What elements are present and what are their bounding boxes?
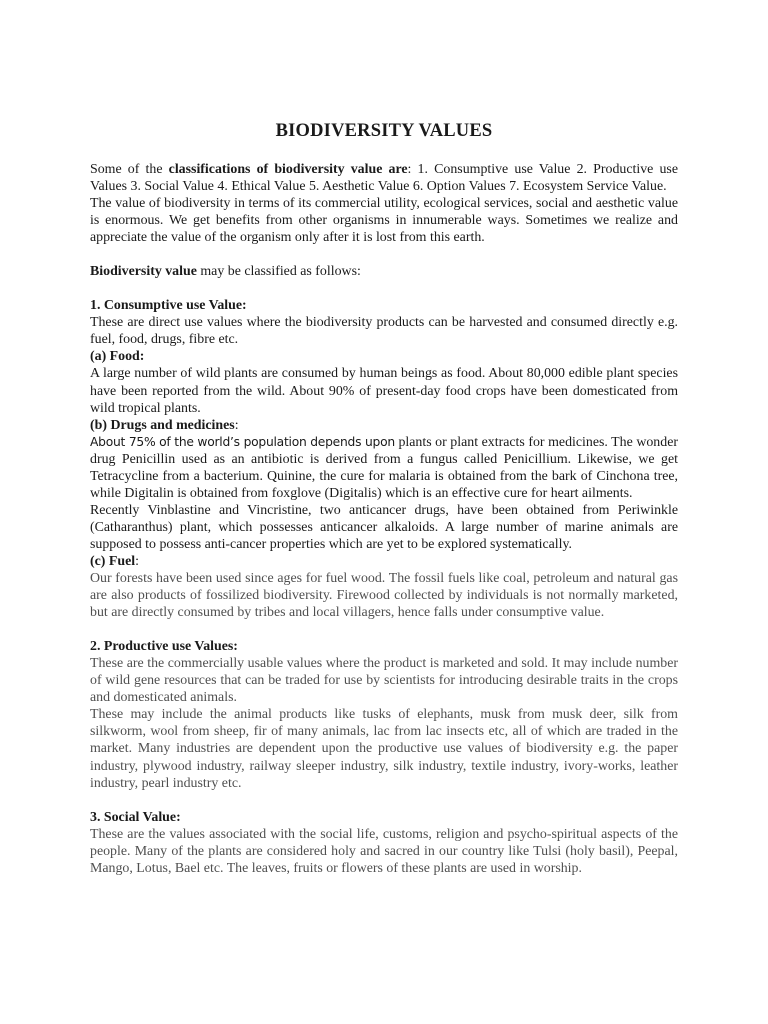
consumptive-heading	[90, 297, 678, 314]
spacer	[90, 792, 678, 809]
document-body	[90, 161, 678, 877]
intro-paragraph	[90, 161, 678, 195]
fuel-heading	[90, 553, 678, 570]
spacer	[90, 621, 678, 638]
classified-bold: Biodiversity value	[90, 264, 197, 280]
consumptive-heading-text: 1. Consumptive use Value:	[90, 298, 247, 314]
productive-text: These are the commercially usable values where the product is marketed and sold. It may include number of wild gene resources that can be traded for use by scientists for introducing desirable traits in the crops and domesticated animals.	[90, 656, 678, 706]
social-text: These are the values associated with the social life, customs, religion and psycho-spiritual aspects of the people. Many of the plants are considered holy and sacred in our country like Tulsi (holy basil), Peepal, Mango, Lotus, Bael etc. The leaves, fruits or flowers of these plants are used in worship.	[90, 826, 678, 876]
drugs-heading-suffix: :	[234, 417, 239, 433]
food-heading-text: (a) Food:	[90, 349, 145, 365]
fuel-heading-text: (c) Fuel	[90, 553, 136, 569]
classified-paragraph	[90, 263, 678, 280]
productive-text-2: These may include the animal products like tusks of elephants, musk from musk deer, silk from silkworm, wool from sheep, fir of many animals, lac from lac insects etc, all of which are traded in the market. Many industries are dependent upon the productive use values of biodiversity e.g. the paper industry, plywood industry, railway sleeper industry, silk industry, textile industry, ivory-works, leather industry, pearl industry etc.	[90, 707, 678, 791]
drugs-text-rest: plants or plant extracts for medicines. The wonder drug Penicillin used as an antibiotic is derived from a fungus called Penicillium. Likewise, we get Tetracycline from a bacterium. Quinine, the cure for malaria is obtained from the bark of Cinchona tree, while Digitalin is obtained from foxglove (Digitalis) which is an effective cure for heart ailments.	[90, 434, 678, 501]
intro-lead: Some of the	[90, 162, 169, 177]
intro-rest: : 1. Consumptive use Value 2. Productive use Values 3. Social Value 4. Ethical Value 5. Aesthetic Value 6. Option Values 7. Ecosystem Service Value.	[90, 162, 678, 195]
drugs-text-sans: About 75% of the world’s population depends upon	[90, 434, 395, 449]
productive-heading-text: 2. Productive use Values:	[90, 639, 238, 655]
classified-rest: may be classified as follows:	[196, 264, 361, 280]
drugs-heading	[90, 417, 678, 434]
page-title: BIODIVERSITY VALUES	[275, 121, 493, 141]
intro-bold: classifications of biodiversity value are	[168, 162, 408, 177]
social-heading-text: 3. Social Value:	[90, 809, 181, 825]
drugs-text-2: Recently Vinblastine and Vincristine, two anticancer drugs, have been obtained from Periwinkle (Catharanthus) plant, which possesses anticancer alkaloids. A large number of marine animals are supposed to possess anti-cancer properties which are yet to be explored systematically.	[90, 502, 678, 552]
food-text: A large number of wild plants are consumed by human beings as food. About 80,000 edible plant species have been reported from the wild. About 90% of present-day food crops have been domesticated from wild tropical plants.	[90, 366, 678, 416]
fuel-text: Our forests have been used since ages for fuel wood. The fossil fuels like coal, petroleum and natural gas are also products of fossilized biodiversity. Firewood collected by individuals is not normally marketed, but are directly consumed by tribes and local villagers, hence falls under consumptive value.	[90, 571, 678, 621]
fuel-heading-suffix: :	[135, 553, 139, 569]
spacer	[90, 246, 678, 263]
productive-heading	[90, 638, 678, 655]
spacer	[90, 280, 678, 297]
drugs-heading-text: (b) Drugs and medicines	[90, 417, 235, 433]
food-heading	[90, 348, 678, 365]
social-heading	[90, 809, 678, 826]
consumptive-text: These are direct use values where the biodiversity products can be harvested and consumed directly e.g. fuel, food, drugs, fibre etc.	[90, 315, 678, 348]
drugs-text	[90, 434, 678, 502]
intro-paragraph-2: The value of biodiversity in terms of its commercial utility, ecological services, social and aesthetic value is enormous. We get benefits from other organisms in innumerable ways. Sometimes we realize and appreciate the value of the organism only after it is lost from this earth.	[90, 196, 678, 246]
